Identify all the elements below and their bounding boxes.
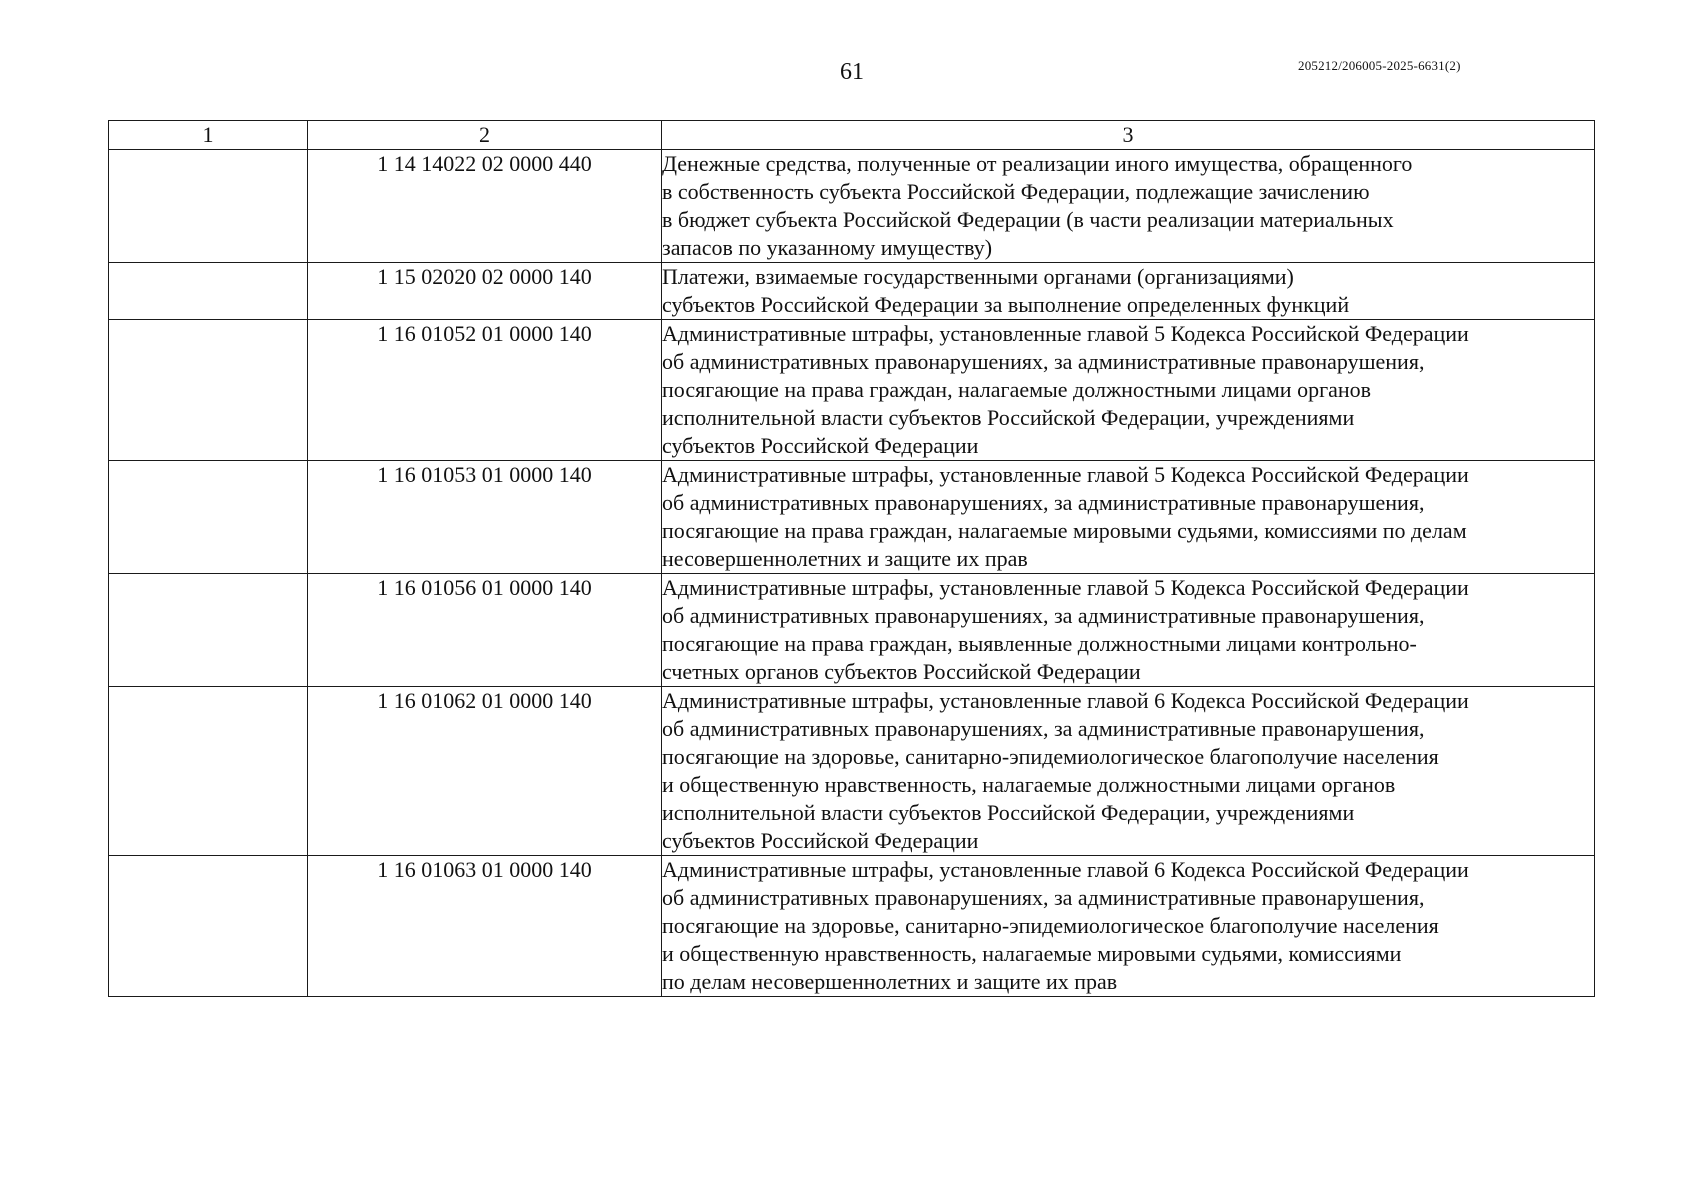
description-line: субъектов Российской Федерации: [662, 828, 979, 853]
description-line: несовершеннолетних и защите их прав: [662, 546, 1028, 571]
description-line: субъектов Российской Федерации за выполнение определенных функций: [662, 292, 1350, 317]
description-line: Административные штрафы, установленные главой 5 Кодекса Российской Федерации: [662, 575, 1469, 600]
revenue-description: [662, 461, 1595, 574]
revenue-description: [662, 263, 1595, 320]
row-column-1-cell: [109, 856, 308, 997]
table-row: [109, 461, 1595, 574]
description-line: Денежные средства, полученные от реализации иного имущества, обращенного: [662, 151, 1413, 176]
description-line: Административные штрафы, установленные главой 5 Кодекса Российской Федерации: [662, 321, 1469, 346]
column-header-1: 1: [109, 121, 308, 150]
table-row: [109, 574, 1595, 687]
row-column-1-cell: [109, 150, 308, 263]
table-row: [109, 150, 1595, 263]
budget-classification-code: 1 14 14022 02 0000 440: [308, 150, 662, 263]
description-line: и общественную нравственность, налагаемые должностными лицами органов: [662, 772, 1396, 797]
revenue-description: [662, 687, 1595, 856]
table-row: [109, 856, 1595, 997]
revenue-description: [662, 320, 1595, 461]
description-line: посягающие на права граждан, налагаемые должностными лицами органов: [662, 377, 1372, 402]
description-line: об административных правонарушениях, за административные правонарушения,: [662, 349, 1425, 374]
description-line: в бюджет субъекта Российской Федерации (в части реализации материальных: [662, 207, 1394, 232]
page-number: 61: [840, 59, 864, 85]
description-line: в собственность субъекта Российской Федерации, подлежащие зачислению: [662, 179, 1370, 204]
budget-classification-code: 1 16 01062 01 0000 140: [308, 687, 662, 856]
description-line: посягающие на права граждан, налагаемые мировыми судьями, комиссиями по делам: [662, 518, 1467, 543]
budget-classification-code: 1 16 01056 01 0000 140: [308, 574, 662, 687]
table-body: [109, 150, 1595, 997]
budget-classification-code: 1 16 01052 01 0000 140: [308, 320, 662, 461]
column-header-3: 3: [662, 121, 1595, 150]
description-line: субъектов Российской Федерации: [662, 433, 979, 458]
table-row: [109, 263, 1595, 320]
description-line: по делам несовершеннолетних и защите их прав: [662, 969, 1118, 994]
revenue-description: [662, 856, 1595, 997]
description-line: об административных правонарушениях, за административные правонарушения,: [662, 490, 1425, 515]
description-line: Административные штрафы, установленные главой 5 Кодекса Российской Федерации: [662, 462, 1469, 487]
table-row: [109, 687, 1595, 856]
description-line: счетных органов субъектов Российской Федерации: [662, 659, 1141, 684]
table-row: [109, 320, 1595, 461]
description-line: и общественную нравственность, налагаемые мировыми судьями, комиссиями: [662, 941, 1402, 966]
revenue-description: [662, 150, 1595, 263]
row-column-1-cell: [109, 574, 308, 687]
description-line: запасов по указанному имуществу): [662, 235, 993, 260]
budget-classification-code: 1 16 01053 01 0000 140: [308, 461, 662, 574]
row-column-1-cell: [109, 461, 308, 574]
revenue-codes-table: [108, 120, 1595, 997]
revenue-description: [662, 574, 1595, 687]
description-line: посягающие на права граждан, выявленные должностными лицами контрольно-: [662, 631, 1417, 656]
description-line: об административных правонарушениях, за административные правонарушения,: [662, 716, 1425, 741]
description-line: об административных правонарушениях, за административные правонарушения,: [662, 603, 1425, 628]
budget-classification-code: 1 16 01063 01 0000 140: [308, 856, 662, 997]
description-line: исполнительной власти субъектов Российской Федерации, учреждениями: [662, 405, 1355, 430]
description-line: посягающие на здоровье, санитарно-эпидемиологическое благополучие населения: [662, 913, 1439, 938]
description-line: Административные штрафы, установленные главой 6 Кодекса Российской Федерации: [662, 857, 1469, 882]
table-header-row: [109, 121, 1595, 150]
description-line: об административных правонарушениях, за административные правонарушения,: [662, 885, 1425, 910]
document-id: 205212/206005-2025-6631(2): [1298, 58, 1461, 73]
row-column-1-cell: [109, 687, 308, 856]
row-column-1-cell: [109, 263, 308, 320]
description-line: Административные штрафы, установленные главой 6 Кодекса Российской Федерации: [662, 688, 1469, 713]
column-header-2: 2: [308, 121, 662, 150]
description-line: Платежи, взимаемые государственными органами (организациями): [662, 264, 1294, 289]
row-column-1-cell: [109, 320, 308, 461]
description-line: исполнительной власти субъектов Российской Федерации, учреждениями: [662, 800, 1355, 825]
description-line: посягающие на здоровье, санитарно-эпидемиологическое благополучие населения: [662, 744, 1439, 769]
budget-classification-code: 1 15 02020 02 0000 140: [308, 263, 662, 320]
